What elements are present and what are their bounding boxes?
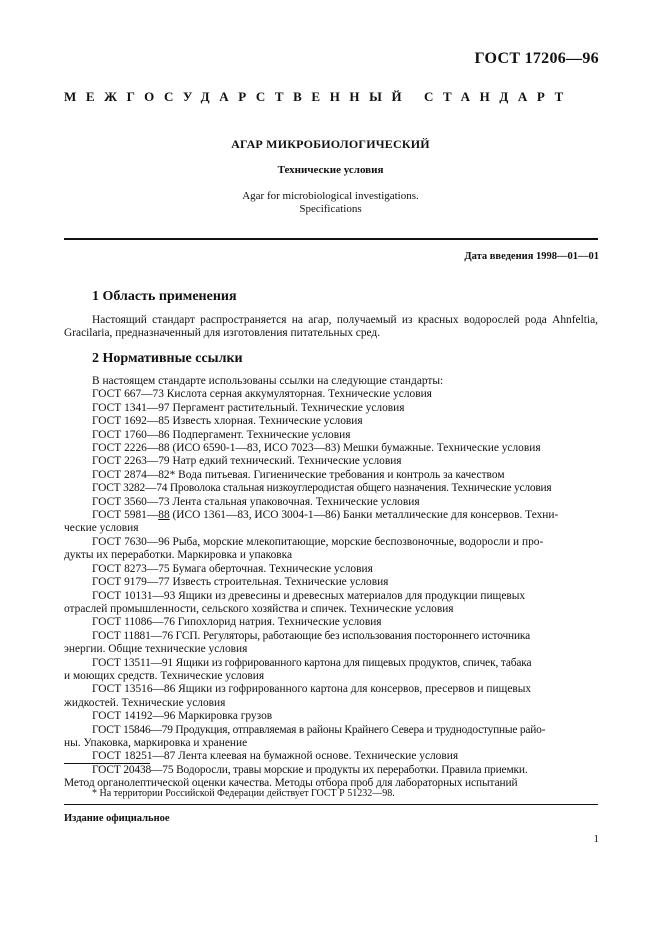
list-item: ГОСТ 667—73 Кислота серная аккумуляторная. Технические условия — [92, 388, 432, 401]
section-1-text: Настоящий стандарт распространяется на агар, получаемый из красных водорослей рода Ahnfeltia, Gracilaria, предназначенный для изготовления питательных сред. — [64, 314, 598, 340]
list-item-continuation: жидкостей. Технические условия — [64, 696, 226, 709]
ref-5981-underlined-year: 88 — [158, 509, 170, 522]
list-item — [64, 509, 598, 522]
effective-date: Дата введения 1998—01—01 — [464, 251, 599, 262]
footnote: * На территории Российской Федерации действует ГОСТ Р 51232—98. — [92, 788, 395, 799]
list-item-continuation: Метод органолептической оценки качества. Методы отбора проб для лабораторных испытаний — [64, 777, 518, 790]
section-2-heading: 2 Нормативные ссылки — [92, 351, 243, 366]
official-edition-label: Издание официальное — [64, 813, 170, 824]
ref-5981-part-b: (ИСО 1361—83, ИСО 3004-1—86) Банки металлические для консервов. Техни- — [169, 509, 559, 522]
list-item: ГОСТ 15846—79 Продукция, отправляемая в районы Крайнего Севера и труднодоступные райо- — [92, 723, 546, 736]
title-divider — [64, 238, 598, 240]
list-item: ГОСТ 11881—76 ГСП. Регуляторы, работающие без использования постороннего источника — [92, 629, 531, 642]
list-item: ГОСТ 2263—79 Натр едкий технический. Технические условия — [92, 455, 402, 468]
list-item: ГОСТ 1341—97 Пергамент растительный. Технические условия — [92, 401, 405, 414]
english-title — [0, 190, 661, 216]
english-title-line-2: Specifications — [299, 203, 362, 215]
interstate-standard-banner: МЕЖГОСУДАРСТВЕННЫЙ СТАНДАРТ — [64, 89, 573, 104]
list-item: ГОСТ 1692—85 Известь хлорная. Технические условия — [92, 415, 363, 428]
document-title: АГАР МИКРОБИОЛОГИЧЕСКИЙ — [231, 137, 430, 151]
english-title-line-1: Agar for microbiological investigations. — [242, 190, 419, 202]
list-item-continuation: и моющих средств. Технические условия — [64, 669, 265, 682]
list-item-continuation: дукты их переработки. Маркировка и упаковка — [64, 549, 293, 562]
list-item: ГОСТ 2226—88 (ИСО 6590-1—83, ИСО 7023—83) Мешки бумажные. Технические условия — [92, 442, 541, 455]
ref-5981-part-a: ГОСТ 5981— — [92, 509, 159, 522]
list-item: ГОСТ 10131—93 Ящики из древесины и древесных материалов для продукции пищевых — [92, 589, 526, 602]
list-item: ГОСТ 14192—96 Маркировка грузов — [92, 710, 273, 723]
section-1-heading: 1 Область применения — [92, 289, 237, 304]
standard-number: ГОСТ 17206—96 — [474, 50, 599, 67]
footnote-divider — [64, 763, 150, 764]
list-item: ГОСТ 11086—76 Гипохлорид натрия. Технические условия — [92, 616, 382, 629]
list-item: ГОСТ 1760—86 Подпергамент. Технические условия — [92, 428, 351, 441]
normative-references-list — [64, 375, 598, 791]
references-intro: В настоящем стандарте использованы ссылки на следующие стандарты: — [92, 375, 444, 387]
list-item: ГОСТ 8273—75 Бумага оберточная. Технические условия — [92, 562, 373, 575]
list-item: ГОСТ 7630—96 Рыба, морские млекопитающие, морские беспозвоночные, водоросли и про- — [92, 535, 544, 548]
bottom-divider — [64, 804, 598, 805]
list-item: ГОСТ 13516—86 Ящики из гофрированного картона для консервов, пресервов и пищевых — [92, 683, 532, 696]
list-item-continuation: ческие условия — [64, 522, 139, 535]
list-item-continuation: ны. Упаковка, маркировка и хранение — [64, 736, 248, 749]
list-item: ГОСТ 3282—74 Проволока стальная низкоуглеродистая общего назначения. Технические условия — [92, 482, 552, 495]
list-item: ГОСТ 9179—77 Известь строительная. Технические условия — [92, 576, 389, 589]
page-number: 1 — [593, 833, 599, 845]
document-subtitle: Технические условия — [277, 164, 384, 176]
list-item: ГОСТ 13511—91 Ящики из гофрированного картона для пищевых продуктов, спичек, табака — [92, 656, 532, 669]
list-item: ГОСТ 3560—73 Лента стальная упаковочная. Технические условия — [92, 495, 420, 508]
list-item: ГОСТ 18251—87 Лента клеевая на бумажной основе. Технические условия — [92, 750, 459, 763]
list-item: ГОСТ 2874—82* Вода питьевая. Гигиенические требования и контроль за качеством — [92, 468, 505, 481]
list-item-continuation: энергии. Общие технические условия — [64, 643, 248, 656]
list-item-continuation: отраслей промышленности, сельского хозяйства и спичек. Технические условия — [64, 602, 454, 615]
list-item: ГОСТ 20438—75 Водоросли, травы морские и продукты их переработки. Правила приемки. — [92, 763, 528, 776]
